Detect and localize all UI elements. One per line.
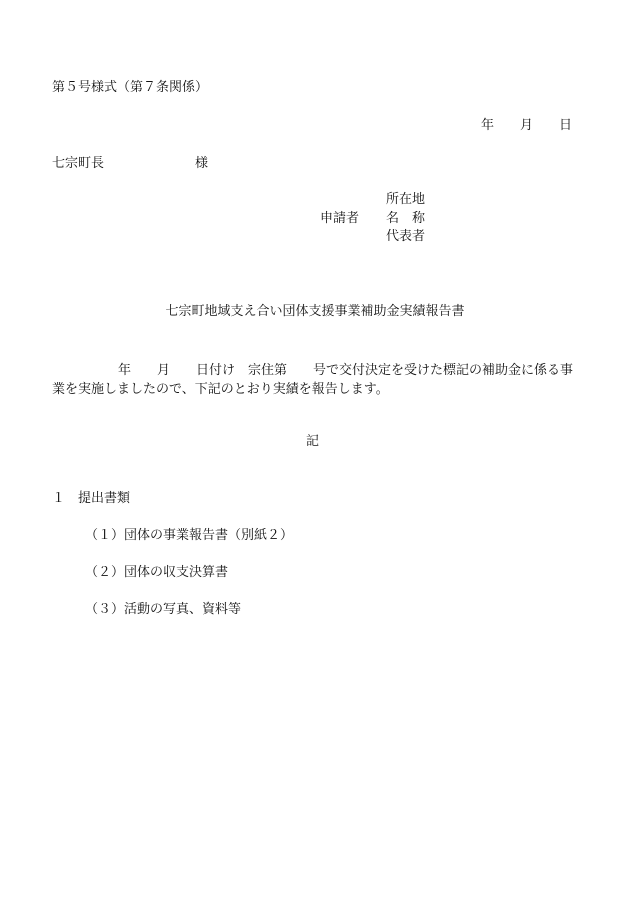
representative-field-label: 代表者 — [386, 229, 426, 244]
body-paragraph — [52, 361, 582, 399]
applicant-label: 申請者 — [320, 211, 360, 226]
date-line: 年 月 日 — [481, 118, 573, 133]
document-title: 七宗町地域支え合い団体支援事業補助金実績報告書 — [165, 304, 465, 319]
name-field-label: 名 称 — [386, 211, 426, 226]
form-number: 第５号様式（第７条関係） — [52, 80, 209, 95]
ki-heading: 記 — [305, 434, 319, 449]
section-heading: １ 提出書類 — [52, 491, 131, 506]
list-item: （３）活動の写真、資料等 — [85, 602, 242, 617]
list-item: （２）団体の収支決算書 — [85, 565, 229, 580]
address-field-label: 所在地 — [386, 192, 426, 207]
body-text: 年 月 日付け 宗住第 号で交付決定を受けた標記の補助金に係る事業を実施しましたので、下記のとおり実績を報告します。 — [52, 363, 574, 397]
addressee: 七宗町長 様 — [52, 156, 209, 171]
list-item: （１）団体の事業報告書（別紙２） — [85, 528, 294, 543]
